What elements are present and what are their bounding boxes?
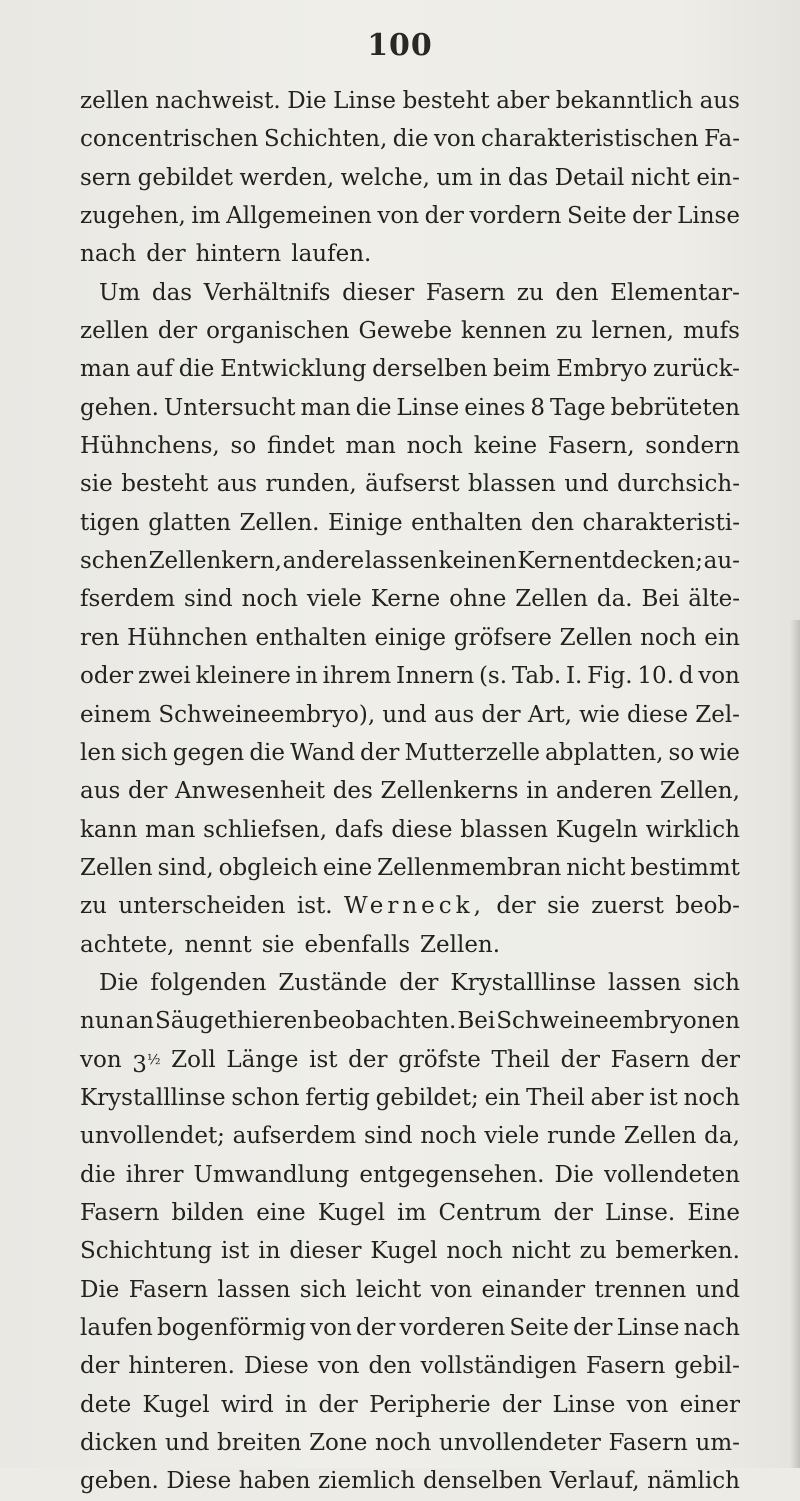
- text-line: nach der hintern laufen.: [80, 241, 372, 268]
- text-line: fserdem sind noch viele Kerne ohne Zellen da. Bei älte-: [80, 586, 740, 613]
- page-edge-shadow: [790, 620, 800, 1468]
- text-line: kann man schliefsen, dafs diese blassen Kugeln wirklich: [80, 816, 740, 843]
- text-line: Hühnchens, so findet man noch keine Fasern, sondern: [80, 433, 740, 460]
- page-number: 100: [367, 28, 433, 63]
- text-line: Schichtung ist in dieser Kugel noch nicht zu bemerken.: [80, 1238, 740, 1265]
- text-line: sern gebildet werden, welche, um in das Detail nicht ein-: [80, 164, 740, 191]
- text-line: zellen der organischen Gewebe kennen zu lernen, mufs: [80, 318, 740, 345]
- text-line: zu unterscheiden ist. Werneck, der sie zuerst beob-: [80, 893, 740, 920]
- text-line: oder zwei kleinere in ihrem Innern (s. Tab. I. Fig. 10. d von: [80, 663, 740, 690]
- text-line: Zellen sind, obgleich eine Zellenmembran nicht bestimmt: [80, 854, 740, 881]
- text-line: tigen glatten Zellen. Einige enthalten den charakteristi-: [80, 509, 740, 536]
- text-line: Die folgenden Zustände der Krystalllinse lassen sich: [99, 969, 740, 996]
- text-line: laufen bogenförmig von der vorderen Seite der Linse nach: [80, 1315, 740, 1341]
- text-line: unvollendet; aufserdem sind noch viele runde Zellen da,: [80, 1123, 740, 1150]
- text-line: Krystalllinse schon fertig gebildet; ein Theil aber ist noch: [80, 1084, 740, 1111]
- text-line: man auf die Entwicklung derselben beim Embryo zurück-: [80, 356, 740, 383]
- text-line: nun an Säugethieren beobachten. Bei Schweineembryonen: [80, 1008, 740, 1035]
- text-line: Fasern bilden eine Kugel im Centrum der Linse. Eine: [80, 1199, 740, 1226]
- text-line: len sich gegen die Wand der Mutterzelle abplatten, so wie: [80, 739, 740, 766]
- text-line: aus der Anwesenheit des Zellenkerns in anderen Zellen,: [80, 778, 740, 805]
- text-line: dicken und breiten Zone noch unvollendeter Fasern um-: [80, 1430, 740, 1457]
- text-line: zugehen, im Allgemeinen von der vordern Seite der Linse: [80, 203, 740, 230]
- text-line: Die Fasern lassen sich leicht von einander trennen und: [80, 1276, 740, 1303]
- text-line: dete Kugel wird in der Peripherie der Linse von einer: [80, 1391, 740, 1418]
- text-line: zellen nachweist. Die Linse besteht aber bekanntlich aus: [80, 88, 740, 114]
- text-line: von 3½ Zoll Länge ist der gröfste Theil der Fasern der: [80, 1046, 740, 1078]
- text-line: gehen. Untersucht man die Linse eines 8 Tage bebrüteten: [80, 394, 740, 421]
- text-line: einem Schweineembryo), und aus der Art, wie diese Zel-: [80, 701, 740, 728]
- text-line: concentrischen Schichten, die von charakteristischen Fa-: [80, 126, 740, 153]
- text-line: der hinteren. Diese von den vollständigen Fasern gebil-: [80, 1353, 740, 1380]
- body-text: [80, 82, 740, 1501]
- text-line: sie besteht aus runden, äufserst blassen und durchsich-: [80, 471, 740, 498]
- text-line: geben. Diese haben ziemlich denselben Verlauf, nämlich: [80, 1468, 740, 1495]
- text-line: ren Hühnchen enthalten einige gröfsere Zellen noch ein: [80, 624, 740, 651]
- text-line: achtete, nennt sie ebenfalls Zellen.: [80, 931, 501, 958]
- text-line: die ihrer Umwandlung entgegensehen. Die vollendeten: [80, 1161, 740, 1188]
- text-line: schen Zellenkern, andere lassen keinen Kern entdecken; au-: [80, 548, 740, 575]
- text-line: Um das Verhältnifs dieser Fasern zu den Elementar-: [99, 279, 740, 306]
